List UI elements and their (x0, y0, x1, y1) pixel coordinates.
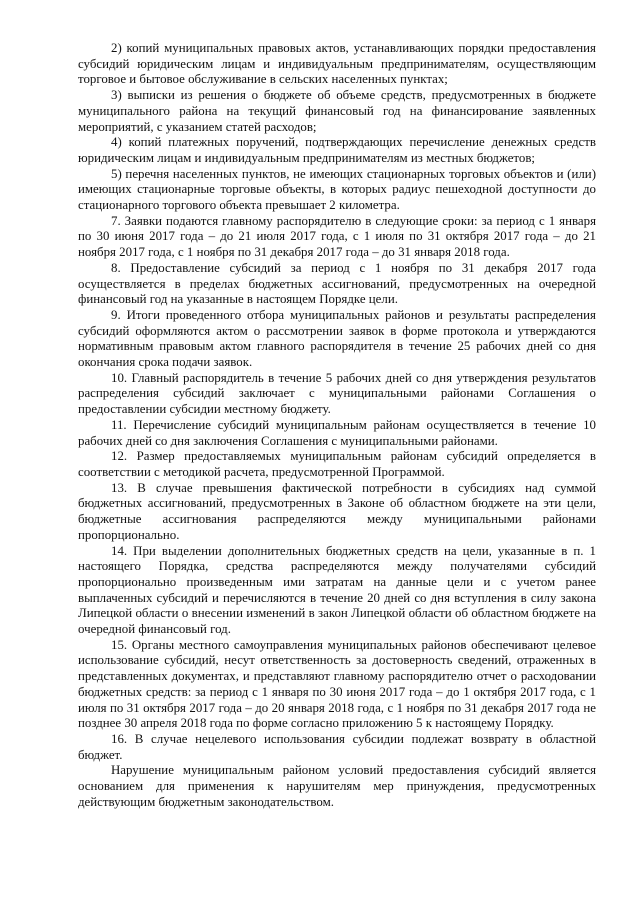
paragraph-clause-13-proportional-distribution: 13. В случае превышения фактической потребности в субсидиях над суммой бюджетных ассигнований, предусмотренных в Законе об областном бюджете на эти цели, бюджетные ассигнования распределяются между муниципальными районами пропорционально. (78, 480, 596, 542)
paragraph-item-4-payment-orders: 4) копий платежных поручений, подтверждающих перечисление денежных средств юридическим лицам и индивидуальным предпринимателям из местных бюджетов; (78, 135, 596, 165)
paragraph-clause-8-subsidy-provision: 8. Предоставление субсидий за период с 1 ноября по 31 декабря 2017 года осуществляется в пределах бюджетных ассигнований, предусмотренных на очередной финансовый год на указанные в настоящем Порядке цели. (78, 260, 596, 307)
paragraph-item-5-settlements-list: 5) перечня населенных пунктов, не имеющих стационарных торговых объектов и (или) имеющих стационарные торговые объекты, в которых радиус пешеходной доступности до стационарного торгового объекта превышает 2 километра. (78, 166, 596, 213)
paragraph-clause-9-selection-results: 9. Итоги проведенного отбора муниципальных районов и результаты распределения субсидий оформляются актом о рассмотрении заявок в форме протокола и утверждаются нормативным правовым актом главного распорядителя в течение 25 рабочих дней со дня окончания срока подачи заявок. (78, 307, 596, 370)
paragraph-clause-12-subsidy-size: 12. Размер предоставляемых муниципальным районам субсидий определяется в соответствии с методикой расчета, предусмотренной Программой. (78, 449, 596, 479)
paragraph-clause-11-transfer: 11. Перечисление субсидий муниципальным районам осуществляется в течение 10 рабочих дней со дня заключения Соглашения с муниципальными районами. (78, 417, 596, 448)
paragraph-clause-15-reporting: 15. Органы местного самоуправления муниципальных районов обеспечивают целевое использование субсидий, несут ответственность за достоверность сведений, отраженных в представленных документах, и представляют главному распорядителю отчет о расходовании бюджетных средств: за период с 1 января по 30 июня 2017 года – до 1 октября 2017 года, с 1 июля по 31 октября 2017 года – до 20 января 2018 года, с 1 ноября по 31 декабря 2017 года не позднее 30 апреля 2018 года по форме согласно приложению 5 к настоящему Порядку. (78, 637, 596, 731)
paragraph-item-2-copies-of-legal-acts: 2) копий муниципальных правовых актов, устанавливающих порядки предоставления субсидий юридическим лицам и индивидуальным предпринимателям, осуществляющим торговое и бытовое обслуживание в сельских населенных пунктах; (78, 41, 596, 87)
paragraph-clause-7-application-deadlines: 7. Заявки подаются главному распорядителю в следующие сроки: за период с 1 января по 30 июня 2017 года – до 21 июля 2017 года, с 1 июля по 31 октября 2017 года – до 21 ноября 2017 года, с 1 ноября по 31 декабря 2017 года – до 31 января 2018 года. (78, 213, 596, 260)
paragraph-item-3-budget-extract: 3) выписки из решения о бюджете об объеме средств, предусмотренных в бюджете муниципального района на текущий финансовый год на финансирование заявленных мероприятий, с указанием статей расходов; (78, 88, 596, 134)
paragraph-clause-16-refund: 16. В случае нецелевого использования субсидии подлежат возврату в областной бюджет. (78, 731, 596, 762)
paragraph-clause-14-additional-funds: 14. При выделении дополнительных бюджетных средств на цели, указанные в п. 1 настоящего Порядка, средства распределяются между получателями субсидий пропорционально произведенным ими затратам на данные цели и с учетом ранее выплаченных субсидий и перечисляются в течение 20 дней со дня вступления в силу закона Липецкой области о внесении изменений в закон Липецкой области об областном бюджете на очередной финансовый год. (78, 543, 596, 637)
document-page (78, 41, 596, 810)
paragraph-clause-10-agreements: 10. Главный распорядитель в течение 5 рабочих дней со дня утверждения результатов распределения субсидий заключает с муниципальными районами Соглашения о предоставлении субсидии местному бюджету. (78, 370, 596, 417)
paragraph-violation-consequences: Нарушение муниципальным районом условий предоставления субсидий является основанием для применения к нарушителям мер принуждения, предусмотренных действующим бюджетным законодательством. (78, 763, 596, 809)
